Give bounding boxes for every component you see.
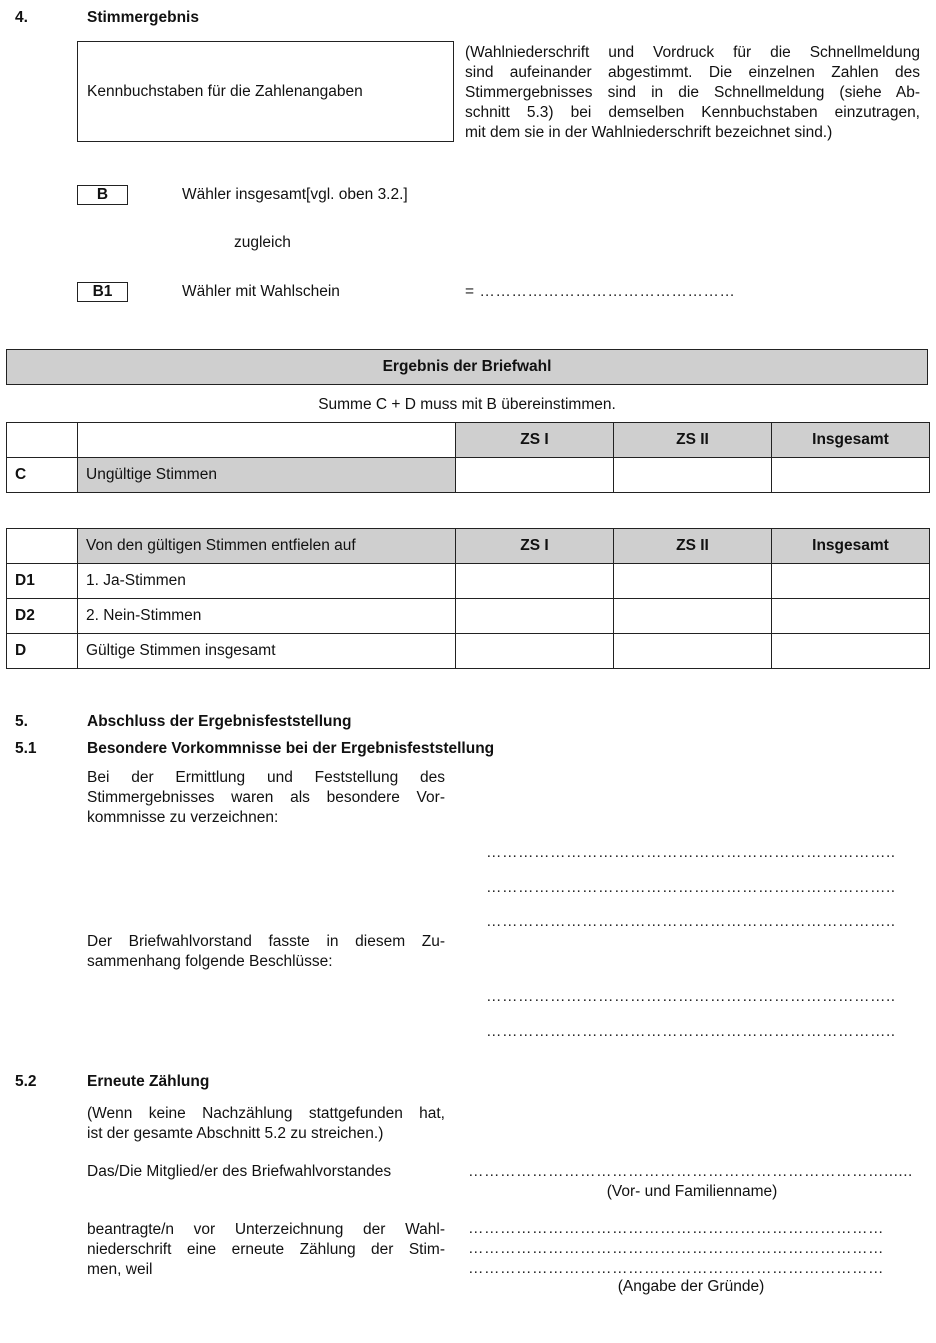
section-5-2-number: 5.2 [15,1073,37,1090]
table-row [7,564,930,599]
col-header-zs1: ZS I [456,423,614,458]
input-cell-zs1[interactable] [456,458,614,493]
input-cell-total[interactable] [772,599,930,634]
col-header-zs2: ZS II [614,529,772,564]
col-header-total: Insgesamt [772,423,930,458]
row-code: D1 [7,564,78,599]
row-code: D2 [7,599,78,634]
col-header-total: Insgesamt [772,529,930,564]
table-header-row [7,529,930,564]
zugleich-label: zugleich [234,234,291,251]
board-member-name-field[interactable]: ……………………………………………………………………...... [468,1163,913,1180]
note-line: mit dem sie in der Wahlniederschrift bezeichnet sind.) [465,124,833,141]
incidents-line-2[interactable]: ………………………………………………………………….. [486,879,896,896]
table-row [7,599,930,634]
input-cell-zs2[interactable] [614,599,772,634]
invalid-votes-table [6,422,930,493]
note-line: Stimmergebnisses sind in die Schnellmeldung (siehe Ab- [465,84,920,101]
incidents-line-3[interactable]: ………………………………………………………………….. [486,913,896,930]
section-4-note [465,43,920,143]
input-cell-zs1[interactable] [456,634,614,669]
voters-with-ballot-card-label: Wähler mit Wahlschein [182,283,340,300]
empty-cell [7,529,78,564]
row-code: D [7,634,78,669]
paragraph-line: ist der gesamte Abschnitt 5.2 zu streichen.) [87,1125,384,1142]
resolutions-line-2[interactable]: ………………………………………………………………….. [486,1023,896,1040]
input-cell-zs2[interactable] [614,634,772,669]
section-5-2-title: Erneute Zählung [87,1073,210,1090]
valid-votes-table [6,528,930,669]
reason-line-1[interactable]: …………………………………………………………………… [468,1220,884,1237]
section-4-number: 4. [15,9,28,26]
code-b-box: B [77,185,128,205]
input-cell-total[interactable] [772,634,930,669]
row-label: 2. Nein-Stimmen [78,599,456,634]
letter-code-box [77,41,454,142]
input-cell-total[interactable] [772,458,930,493]
section-5-1-number: 5.1 [15,740,37,757]
empty-cell [7,423,78,458]
note-line: (Wahlniederschrift und Vordruck für die Schnellmeldung [465,44,920,61]
paragraph-line: Der Briefwahlvorstand fasste in diesem Zu- [87,933,445,950]
recount-request-paragraph [87,1220,445,1280]
paragraph-line: sammenhang folgende Beschlüsse: [87,953,333,970]
input-cell-zs2[interactable] [614,564,772,599]
paragraph-line: men, weil [87,1261,153,1278]
recount-note [87,1104,445,1144]
voters-with-ballot-card-field[interactable]: = ………………………………………… [465,283,736,300]
name-caption: (Vor- und Familienname) [606,1183,778,1200]
letter-code-box-label: Kennbuchstaben für die Zahlenangaben [87,83,363,100]
section-4-title: Stimmergebnis [87,9,199,26]
section-5-1-title: Besondere Vorkommnisse bei der Ergebnisfeststellung [87,740,495,757]
paragraph-line: (Wenn keine Nachzählung stattgefunden hat, [87,1105,445,1122]
table-row [7,458,930,493]
row-label: 1. Ja-Stimmen [78,564,456,599]
paragraph-line: Bei der Ermittlung und Feststellung des [87,769,445,786]
paragraph-line: Stimmergebnisses waren als besondere Vor- [87,789,445,806]
row-code: C [7,458,78,493]
postal-vote-result-header: Ergebnis der Briefwahl [6,349,928,385]
valid-votes-header: Von den gültigen Stimmen entfielen auf [78,529,456,564]
section-5-number: 5. [15,713,28,730]
note-line: schnitt 5.3) bei demselben Kennbuchstaben einzutragen, [465,104,920,121]
reason-line-2[interactable]: …………………………………………………………………… [468,1240,884,1257]
input-cell-total[interactable] [772,564,930,599]
empty-cell [78,423,456,458]
paragraph-line: kommnisse zu verzeichnen: [87,809,279,826]
board-member-label: Das/Die Mitglied/er des Briefwahlvorstandes [87,1163,392,1180]
table-header-row [7,423,930,458]
input-cell-zs1[interactable] [456,599,614,634]
row-label: Ungültige Stimmen [78,458,456,493]
incidents-paragraph [87,768,445,828]
resolutions-paragraph [87,932,445,972]
table-row [7,634,930,669]
sum-check-note: Summe C + D muss mit B übereinstimmen. [318,396,616,413]
input-cell-zs2[interactable] [614,458,772,493]
resolutions-line-1[interactable]: ………………………………………………………………….. [486,988,896,1005]
code-b1-box: B1 [77,282,128,302]
paragraph-line: beantragte/n vor Unterzeichnung der Wahl- [87,1221,445,1238]
voters-total-label: Wähler insgesamt[vgl. oben 3.2.] [182,186,408,203]
col-header-zs2: ZS II [614,423,772,458]
note-line: sind aufeinander abgestimmt. Die einzelnen Zahlen des [465,64,920,81]
reason-caption: (Angabe der Gründe) [617,1278,765,1295]
incidents-line-1[interactable]: ………………………………………………………………….. [486,844,896,861]
input-cell-zs1[interactable] [456,564,614,599]
col-header-zs1: ZS I [456,529,614,564]
paragraph-line: niederschrift eine erneute Zählung der Stim- [87,1241,445,1258]
row-label: Gültige Stimmen insgesamt [78,634,456,669]
section-5-title: Abschluss der Ergebnisfeststellung [87,713,352,730]
reason-line-3[interactable]: …………………………………………………………………… [468,1260,884,1277]
